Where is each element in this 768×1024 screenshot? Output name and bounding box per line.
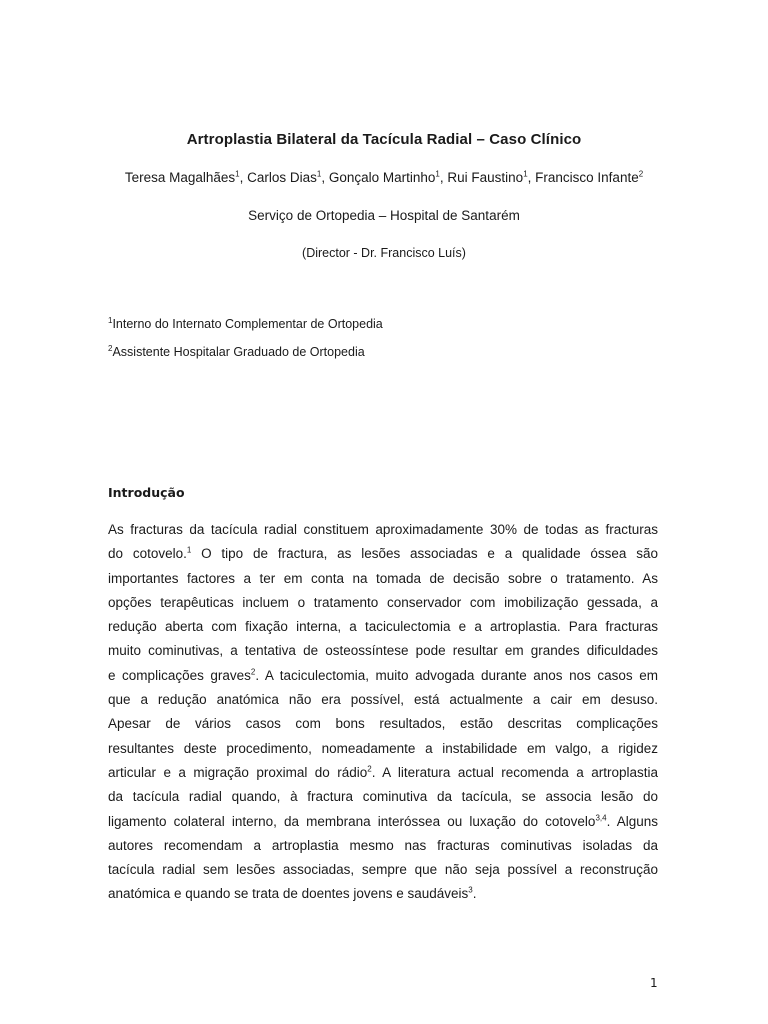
paragraph-line — [108, 761, 658, 785]
author-name: Rui Faustino — [447, 170, 524, 185]
affiliation-text: Interno do Internato Complementar de Ortopedia — [112, 317, 383, 331]
introduction-paragraph — [108, 518, 658, 907]
paragraph-line — [108, 542, 658, 566]
paragraph-text: que a redução anatómica não era possível, está actualmente a cair em desuso. — [108, 692, 658, 708]
author-separator: , — [321, 170, 329, 185]
affiliation-marker: 2 — [108, 343, 113, 353]
author-affiliation-marker: 1 — [235, 169, 240, 179]
paragraph-text: redução aberta com fixação interna, a taciculectomia e a artroplastia. Para fracturas — [108, 619, 658, 635]
paragraph-line — [108, 785, 658, 809]
author-affiliation-marker: 2 — [638, 169, 644, 179]
section-heading: Introdução — [108, 485, 185, 500]
author-separator: , — [239, 170, 248, 185]
paragraph-line — [108, 712, 658, 736]
citation-marker: 3,4 — [595, 813, 607, 823]
author-name: Francisco Infante — [535, 170, 639, 185]
paragraph-line — [108, 591, 658, 615]
author-list — [0, 170, 768, 185]
citation-marker: 2 — [367, 764, 372, 774]
page-number: 1 — [650, 976, 658, 990]
paragraph-text: . A literatura actual recomenda a artroplastia — [371, 764, 658, 780]
paragraph-line — [108, 688, 658, 712]
affiliation-marker: 1 — [108, 315, 113, 325]
affiliation-text: Assistente Hospitalar Graduado de Ortopedia — [112, 345, 365, 359]
author-name: Carlos Dias — [247, 170, 317, 185]
paragraph-text: . — [472, 886, 477, 902]
paragraph-text: da tacícula radial quando, à fractura cominutiva da tacícula, se associa lesão do — [108, 789, 658, 805]
author-separator: , — [439, 170, 448, 185]
paragraph-line — [108, 518, 658, 542]
director-line: (Director - Dr. Francisco Luís) — [302, 246, 466, 260]
citation-marker: 1 — [186, 545, 192, 555]
paragraph-text: opções terapêuticas incluem o tratamento conservador com imobilização gessada, a — [108, 594, 658, 610]
document-title: Artroplastia Bilateral da Tacícula Radial – Caso Clínico — [186, 131, 582, 148]
paragraph-text: anatómica e quando se trata de doentes jovens e saudáveis — [108, 886, 469, 902]
paragraph-text: ligamento colateral interno, da membrana interóssea ou luxação do cotovelo — [108, 813, 596, 829]
paragraph-text: articular e a migração proximal do rádio — [108, 764, 368, 780]
author-name: Teresa Magalhães — [124, 170, 236, 185]
paragraph-line — [108, 567, 658, 591]
service-affiliation: Serviço de Ortopedia – Hospital de Santarém — [248, 208, 520, 223]
paragraph-line — [108, 834, 658, 858]
paragraph-text: e complicações graves — [108, 667, 251, 683]
affiliation-note-2 — [108, 345, 365, 359]
paragraph-text: As fracturas da tacícula radial constituem aproximadamente 30% de todas as fracturas — [108, 522, 658, 537]
paragraph-text: importantes factores a ter em conta na tomada de decisão sobre o tratamento. As — [108, 570, 658, 586]
paragraph-text: . A taciculectomia, muito advogada durante anos nos casos em — [255, 667, 658, 683]
paragraph-text: tacícula radial sem lesões associadas, sempre que não seja possível a reconstrução — [108, 862, 658, 878]
paragraph-line — [108, 639, 658, 663]
paragraph-line — [108, 882, 658, 906]
affiliation-note-1 — [108, 317, 383, 331]
paragraph-text: Apesar de vários casos com bons resultados, estão descritas complicações — [108, 716, 658, 732]
author-affiliation-marker: 1 — [316, 169, 322, 179]
author-affiliation-marker: 1 — [435, 169, 440, 179]
citation-marker: 2 — [250, 667, 256, 677]
paragraph-line — [108, 615, 658, 639]
paragraph-line — [108, 810, 658, 834]
paragraph-line — [108, 737, 658, 761]
paragraph-line — [108, 858, 658, 882]
paragraph-text: muito cominutivas, a tentativa de osteossíntese pode resultar em grandes dificuldades — [108, 643, 658, 659]
paragraph-text: O tipo de fractura, as lesões associadas e a qualidade óssea são — [191, 546, 658, 562]
paragraph-text: . Alguns — [606, 813, 658, 829]
paragraph-text: do cotovelo. — [108, 546, 187, 562]
paragraph-text: resultantes deste procedimento, nomeadamente a instabilidade em valgo, a rigidez — [108, 740, 658, 756]
citation-marker: 3 — [468, 885, 473, 895]
author-name: Gonçalo Martinho — [328, 170, 436, 185]
author-separator: , — [527, 170, 536, 185]
paragraph-line — [108, 664, 658, 688]
paragraph-text: autores recomendam a artroplastia mesmo nas fracturas cominutivas isoladas da — [108, 837, 658, 853]
author-affiliation-marker: 1 — [523, 169, 528, 179]
